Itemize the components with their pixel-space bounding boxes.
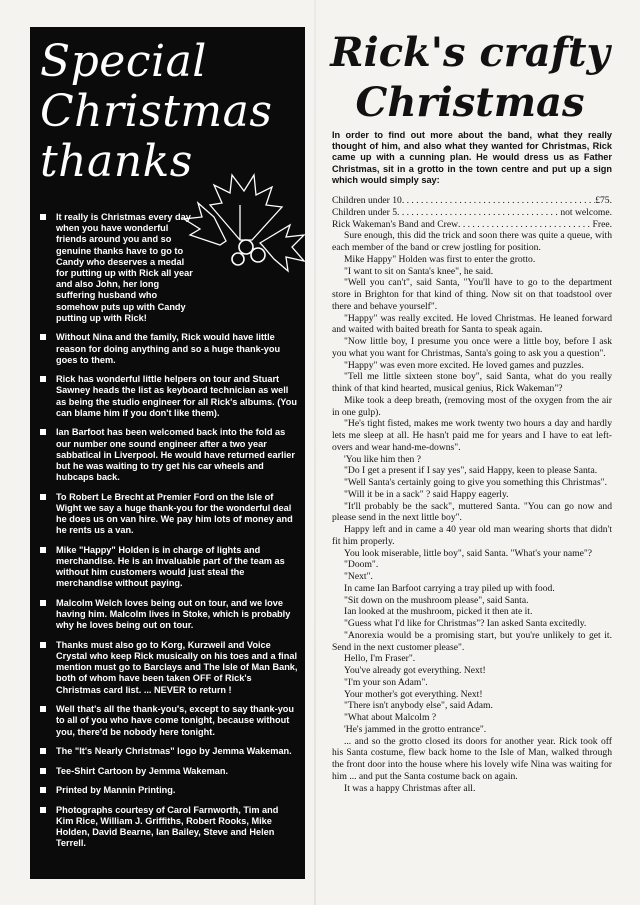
story-paragraph: 'He's jammed in the grotto entrance".: [344, 723, 487, 735]
story-paragraph: "Will it be in a sack" ? said Happy eagerly.: [344, 488, 509, 500]
story-paragraph: "Well you can't", said Santa, "You'll have to go to the department store in Brighton for that kind of thing. Now sit on that toadstool over there and behave yourself".: [332, 277, 612, 312]
article-intro: In order to find out more about the band, what they really thought of him, and also what they wanted for Christmas, Rick came up with a cunning plan. He would dress us as Father Christmas, sit in a grotto in the town centre and put up a sign which would simply say:: [332, 130, 612, 185]
story-paragraph: Ian looked at the mushroom, picked it then ate it.: [344, 606, 533, 618]
page-fold-shadow: [314, 0, 316, 905]
thanks-item: Well that's all the thank-you's, except to say thank-you to all of you who have come tonight, because without you, there'd be nobody here tonight.: [40, 704, 298, 738]
story-paragraph: "What about Malcolm ?: [344, 712, 437, 723]
story-paragraph: "I want to sit on Santa's knee", he said.: [344, 265, 494, 277]
thanks-item: Rick has wonderful little helpers on tour and Stuart Sawney heads the list as keyboard technician as well as being the studio engineer for all Rick's albums. (You can blame him if you don't like them).: [40, 374, 298, 419]
story-paragraph: "Well Santa's certainly going to give you something this Christmas".: [344, 477, 607, 488]
article-story: [332, 195, 612, 794]
article-title: [330, 28, 610, 128]
story-paragraph: "Now little boy, I presume you once were a little boy, before I ask you what you want for Christmas, Santa's going to ask you a question".: [332, 336, 612, 359]
story-paragraph: 'You like him then ?: [344, 453, 421, 465]
story-paragraph: "Sit down on the mushroom please", said Santa.: [344, 594, 529, 606]
thanks-item: To Robert Le Brecht at Premier Ford on the Isle of Wight we say a huge thank-you for the wonderful deal he does us on van hire. We pay him lots of money and he rents us a van.: [40, 492, 298, 537]
story-paragraph: "Happy" was really excited. He loved Christmas. He leaned forward and waited with baited breath for Santa to speak again.: [332, 312, 612, 336]
thanks-item: Photographs courtesy of Carol Farnworth, Tim and Kim Rice, William J. Griffiths, Robert Rooks, Mike Holden, David Bearne, Ian Bailey, Steve and Helen Terrell.: [40, 805, 298, 850]
thanks-item: Tee-Shirt Cartoon by Jemma Wakeman.: [40, 766, 298, 777]
story-paragraph: "There isn't anybody else", said Adam.: [344, 700, 493, 712]
story-paragraph: ... and so the grotto closed its doors for another year. Rick took off his Santa costume, flew back home to the Isle of Man, walked through the front door into the house where his lovely wife Nina was waiting for him ... and put the Santa costume back on again.: [332, 735, 612, 782]
article-title-line-2: Christmas: [355, 79, 585, 126]
story-paragraph: It was a happy Christmas after all.: [344, 782, 476, 794]
price-leader: [458, 219, 593, 231]
story-paragraph: You look miserable, little boy", said Santa. "What's your name"?: [344, 547, 593, 559]
panel-title-line-2: Christmas: [40, 86, 273, 137]
thanks-item: The "It's Nearly Christmas" logo by Jemma Wakeman.: [40, 746, 298, 757]
panel-title-line-1: Special: [40, 36, 207, 87]
price-value: £75.: [595, 195, 612, 206]
price-label: Children under 5: [332, 206, 398, 218]
story-paragraph: "I'm your son Adam".: [344, 676, 428, 688]
story-paragraph: Mike Happy" Holden was first to enter the grotto.: [344, 253, 536, 265]
thanks-item: Malcolm Welch loves being out on tour, and we love having him. Malcolm lives in Stoke, which is probably why he loves being out on tour.: [40, 598, 298, 632]
article-title-line-1: Rick's crafty: [330, 29, 610, 76]
price-line: [332, 207, 612, 219]
thanks-item: It really is Christmas every day when you have wonderful friends around you and so genuine thanks have to go to Candy who deserves a medal for putting up with Rick all year and also John, her long suffering husband who somehow puts up with Candy putting up with Rick!: [40, 212, 198, 324]
story-paragraph: "Anorexia would be a promising start, but you're unlikely to get it. Send in the next customer please".: [332, 629, 612, 653]
story-paragraph: In came Ian Barfoot carrying a tray piled up with food.: [344, 582, 555, 594]
price-line: [332, 195, 612, 207]
thanks-panel: [30, 27, 305, 879]
thanks-list: [40, 212, 298, 858]
thanks-item: Ian Barfoot has been welcomed back into the fold as our number one sound engineer after a two year sabbatical in Liverpool. He would have returned earlier but he was waiting to try get his car wheels and hubcaps back.: [40, 427, 298, 483]
price-label: Rick Wakeman's Band and Crew: [332, 218, 459, 230]
price-value: Free.: [592, 218, 612, 230]
story-paragraph: "Tell me little sixteen stone boy", said Santa, what do you really think of that kind hearted, musical genius, Rick Wakeman"?: [332, 371, 612, 394]
price-leader: [397, 207, 560, 219]
panel-title-line-3: thanks: [40, 136, 193, 187]
story-paragraph: Your mother's got everything. Next!: [344, 688, 483, 700]
story-paragraph: You've already got everything. Next!: [344, 665, 486, 676]
story-paragraph: Mike took a deep breath, (removing most of the oxygen from the air in one gulp).: [332, 394, 612, 418]
thanks-item: Printed by Mannin Printing.: [40, 785, 298, 796]
story-paragraph: Sure enough, this did the trick and soon there was quite a queue, with each member of the band or crew jostling for position.: [332, 230, 612, 253]
price-value: not welcome.: [560, 206, 612, 218]
story-paragraph: "Next".: [344, 571, 373, 582]
story-paragraph: "Doom".: [344, 559, 379, 571]
price-leader: [402, 195, 595, 207]
story-paragraph: "Do I get a present if I say yes", said Happy, keen to please Santa.: [344, 465, 598, 477]
story-paragraph: "He's tight fisted, makes me work twenty two hours a day and hardly lets me sleep at all. He hasn't paid me for years and I have to eat left-overs and wear hand-me-downs".: [332, 418, 612, 453]
story-paragraph: "Guess what I'd like for Christmas"? Ian asked Santa excitedly.: [344, 618, 587, 629]
story-paragraph: Happy left and in came a 40 year old man wearing shorts that didn't fit him properly.: [332, 524, 612, 547]
price-line: [332, 219, 612, 231]
story-paragraph: "It'll probably be the sack", muttered Santa. "You can go now and please send in the next little boy".: [332, 500, 612, 524]
thanks-item: Mike "Happy" Holden is in charge of lights and merchandise. He is an invaluable part of the team as without him customers would just steal the merchandise without paying.: [40, 545, 298, 590]
story-paragraph: "Happy" was even more excited. He loved games and puzzles.: [344, 359, 584, 371]
price-label: Children under 10: [332, 195, 402, 206]
thanks-item: Without Nina and the family, Rick would have little reason for doing anything and so a huge thank-you goes to them.: [40, 332, 298, 366]
thanks-item: Thanks must also go to Korg, Kurzweil and Voice Crystal who keep Rick musically on his toes and a final mention must go to Barclays and The Isle of Man Bank, both of whom have been taken OFF of Rick's Christmas card list. ... NEVER to return !: [40, 640, 298, 696]
story-paragraph: Hello, I'm Fraser".: [344, 653, 416, 665]
